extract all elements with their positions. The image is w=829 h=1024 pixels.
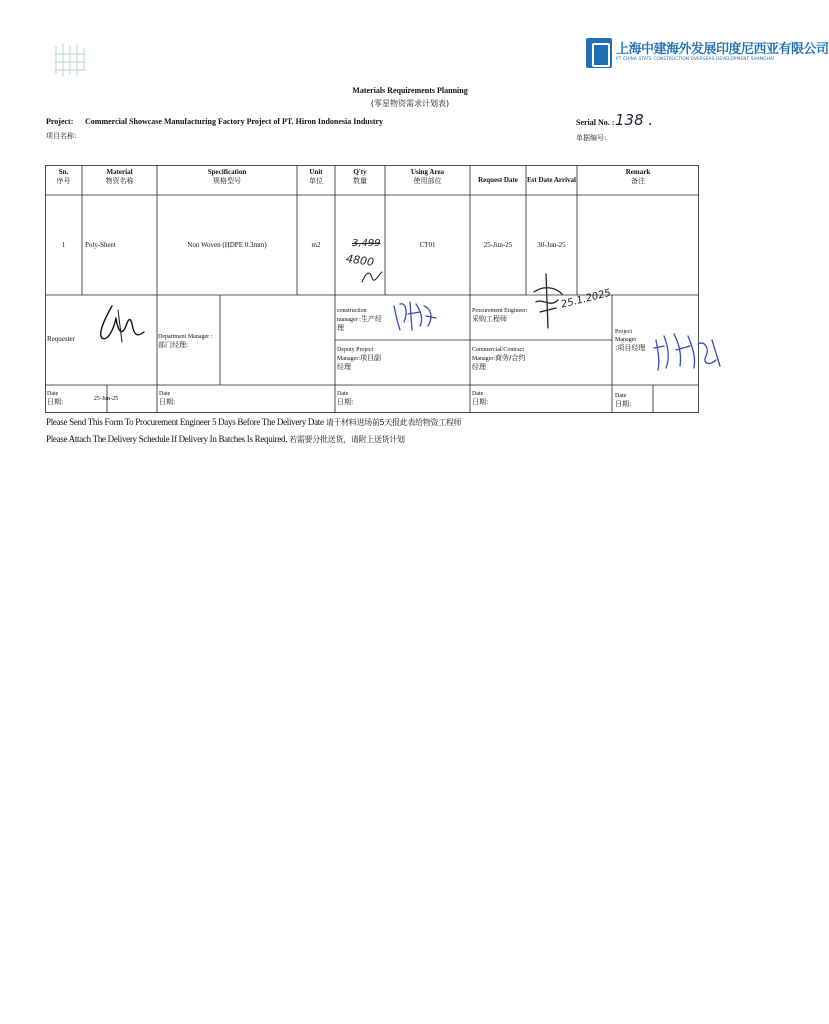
company-logo-icon bbox=[586, 38, 612, 68]
header-specification: Specification 规格型号 bbox=[207, 168, 247, 185]
header-est-date-arrival: Est Date Arrival bbox=[527, 176, 576, 184]
header-qty: Q'ty 数量 bbox=[353, 168, 367, 185]
cell-unit: m2 bbox=[311, 241, 321, 249]
department-manager-label: Department Manager : 部门经理: bbox=[158, 334, 213, 349]
note-delivery-schedule: Please Attach The Delivery Schedule If Delivery In Batches Is Required. 若需要分批送货，请附上送货计划 bbox=[46, 434, 405, 444]
company-name-en: PT CHINA STATE CONSTRUCTION OVERSEAS DEVELOPMENT SHANGHAI bbox=[616, 57, 775, 62]
project-label-cn: 项目名称: bbox=[46, 132, 77, 140]
commercial-manager-label: Commercial/Contract Manager:商务/合约经理 bbox=[472, 347, 526, 371]
form-title: Materials Requirements Planning bbox=[352, 86, 468, 95]
serial-label: Serial No. : bbox=[576, 118, 615, 127]
faint-logo-icon bbox=[54, 40, 88, 78]
header-sn: Sn. 序号 bbox=[56, 168, 71, 185]
serial-label-cn: 单据编号: bbox=[576, 134, 607, 142]
note-send-form: Please Send This Form To Procurement Engineer 5 Days Before The Delivery Date 请于材料进场前5天报此表给物资工程师 bbox=[46, 417, 462, 427]
header-unit: Unit 单位 bbox=[309, 168, 323, 185]
header-using-area: Using Area 使用部位 bbox=[410, 168, 445, 185]
form-title-cn: (零星物资需求计划表) bbox=[370, 99, 450, 108]
cell-qty-handwritten: 4800 bbox=[345, 252, 375, 269]
procurement-engineer-label: Procurement Engineer:采购工程师 bbox=[472, 308, 528, 323]
cell-qty-struck: 3,499 bbox=[352, 238, 381, 249]
date-label-construction: Date 日期: bbox=[337, 391, 354, 406]
qty-initial-icon bbox=[360, 266, 384, 288]
serial-number: 138 . bbox=[615, 111, 654, 129]
cell-material: Poly-Sheet bbox=[85, 241, 116, 249]
requester-date: 25-Jun-25 bbox=[93, 396, 119, 402]
header-request-date: Request Date bbox=[478, 176, 518, 184]
company-name-cn: 上海中建海外发展印度尼西亚有限公司 bbox=[616, 42, 829, 57]
project-manager-label: Project Manager :项目经理 bbox=[615, 329, 646, 352]
requester-signature-icon bbox=[92, 298, 152, 348]
project-manager-signature-icon bbox=[650, 326, 730, 376]
requester-label: Requester bbox=[47, 335, 75, 343]
company-logo bbox=[586, 38, 829, 70]
procurement-signature-date: 25.1.2025 bbox=[560, 287, 613, 311]
cell-specification: Non Woven (HDPE 0.3mm) bbox=[187, 241, 267, 249]
cell-est-arrival: 30-Jun-25 bbox=[537, 241, 566, 249]
deputy-pm-label: Deputy Project Manager:项目副经理 bbox=[337, 347, 381, 371]
cell-using-area: CT01 bbox=[419, 241, 436, 249]
date-label-requester: Date 日期: bbox=[47, 391, 64, 406]
date-label-project-manager: Date 日期: bbox=[615, 393, 632, 408]
header-remark: Remark 备注 bbox=[625, 168, 651, 185]
cell-request-date: 25-Jun-25 bbox=[483, 241, 513, 249]
project-label: Project: bbox=[46, 117, 74, 126]
construction-manager-signature-icon bbox=[390, 296, 440, 336]
header-material: Material 物资名称 bbox=[105, 168, 134, 185]
cell-sn: 1 bbox=[61, 241, 66, 249]
date-label-procurement: Date 日期: bbox=[472, 391, 489, 406]
construction-manager-label: construction manager :生产经理 bbox=[337, 308, 382, 332]
project-name: Commercial Showcase Manufacturing Factory Project of PT. Hiron Indonesia Industry bbox=[85, 117, 384, 126]
date-label-department: Date 日期: bbox=[159, 391, 176, 406]
